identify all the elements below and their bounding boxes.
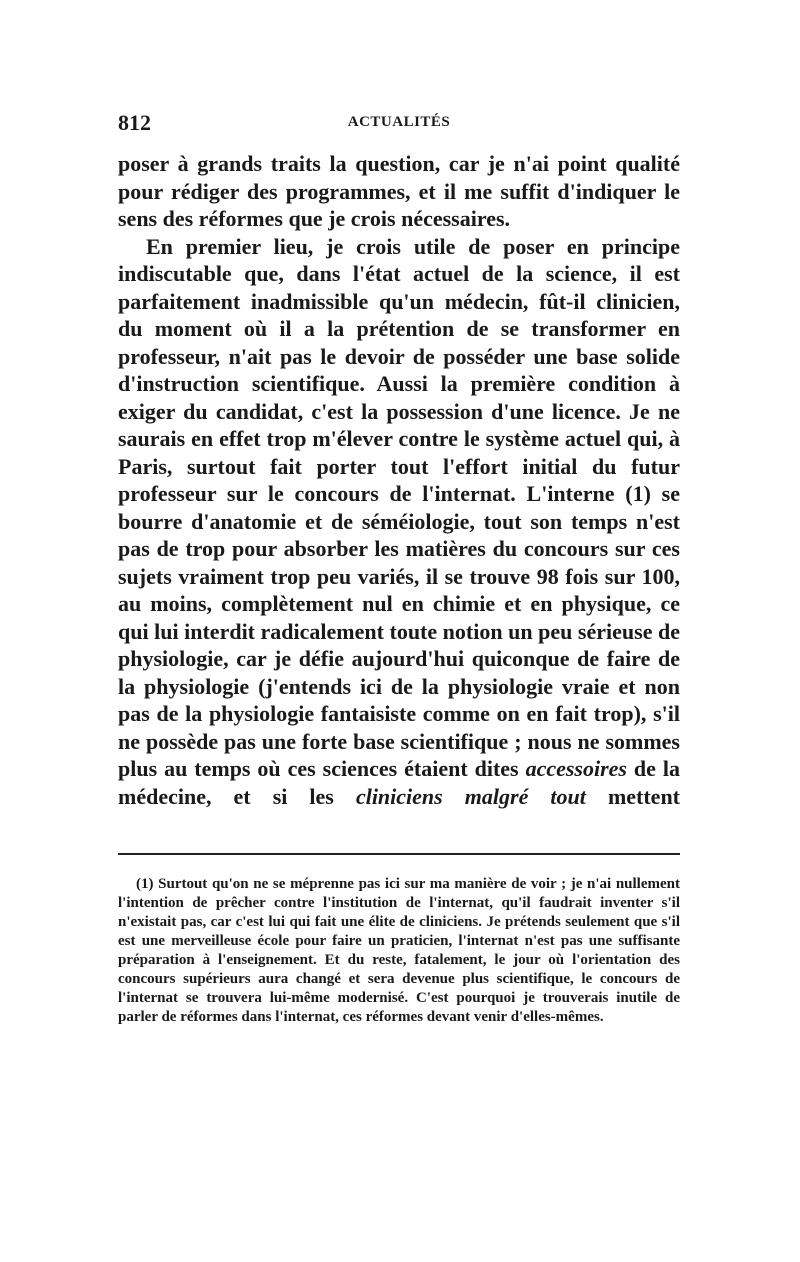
footnote-rule	[118, 853, 680, 855]
footnote: (1) Surtout qu'on ne se méprenne pas ici sur ma manière de voir ; je n'ai nullement l'intention de prêcher contre l'institution de l'internat, qu'il faudrait inventer s'il n'existait pas, car c'est lui qui fait une élite de cliniciens. Je prétends seulement que s'il est une merveilleuse école pour faire un praticien, l'internat n'est pas une suffisante préparation à l'enseignement. Et du reste, fatalement, le jour où l'orientation des concours supérieurs aura changé et sera devenue plus scientifique, le concours de l'internat se trouvera lui-même modernisé. C'est pourquoi je trouverais inutile de parler de réformes dans l'internat, ces réformes devant venir d'elles-mêmes.	[118, 876, 680, 1025]
page-header	[118, 110, 680, 140]
page-number: 812	[118, 110, 151, 135]
paragraph-2	[118, 233, 680, 811]
italic-accessoires: accessoires	[525, 756, 627, 781]
paragraph-2-start: En premier lieu, je crois utile de poser en principe indiscutable que, dans l'état actuel de la science, il est parfaitement inadmissible qu'un médecin, fût-il clinicien, du moment où il a la prétention de se transformer en professeur, n'ait pas le devoir de posséder une base solide d'instruction scientifique. Aussi la première condition à exiger du candidat, c'est la possession d'une licence. Je ne saurais en effet trop m'élever contre le système actuel qui, à Paris, surtout fait porter tout l'effort initial du futur professeur sur le concours de l'internat. L'interne (1) se bourre d'anatomie et de séméiologie, tout son temps n'est pas de trop pour absorber les matières du concours sur ces sujets vraiment trop peu variés, il se trouve 98 fois sur 100, au moins, complètement nul en chimie et en physique, ce qui lui interdit radicalement toute notion un peu sérieuse de physiologie, car je défie aujourd'hui quiconque de faire de la physiologie (j'entends ici de la physiologie vraie et non pas de la physiologie fantaisiste comme on en fait trop), s'il ne possède pas une forte base scientifique ; nous ne sommes plus au temps où ces sciences étaient dites	[118, 233, 680, 781]
italic-cliniciens: cliniciens	[355, 783, 443, 809]
paragraph-1: poser à grands traits la question, car je n'ai point qualité pour rédiger des programmes, et il me suffit d'indiquer le sens des réformes que je crois nécessaires.	[118, 151, 680, 231]
italic-malgre-tout: malgré tout	[464, 783, 586, 809]
running-title: ACTUALITÉS	[347, 114, 451, 130]
paragraph-2-space	[443, 784, 465, 809]
body-text	[118, 150, 680, 810]
paragraph-2-end: mettent	[585, 783, 681, 809]
paragraph-2-mid: de la médecine, et si les	[118, 756, 680, 809]
